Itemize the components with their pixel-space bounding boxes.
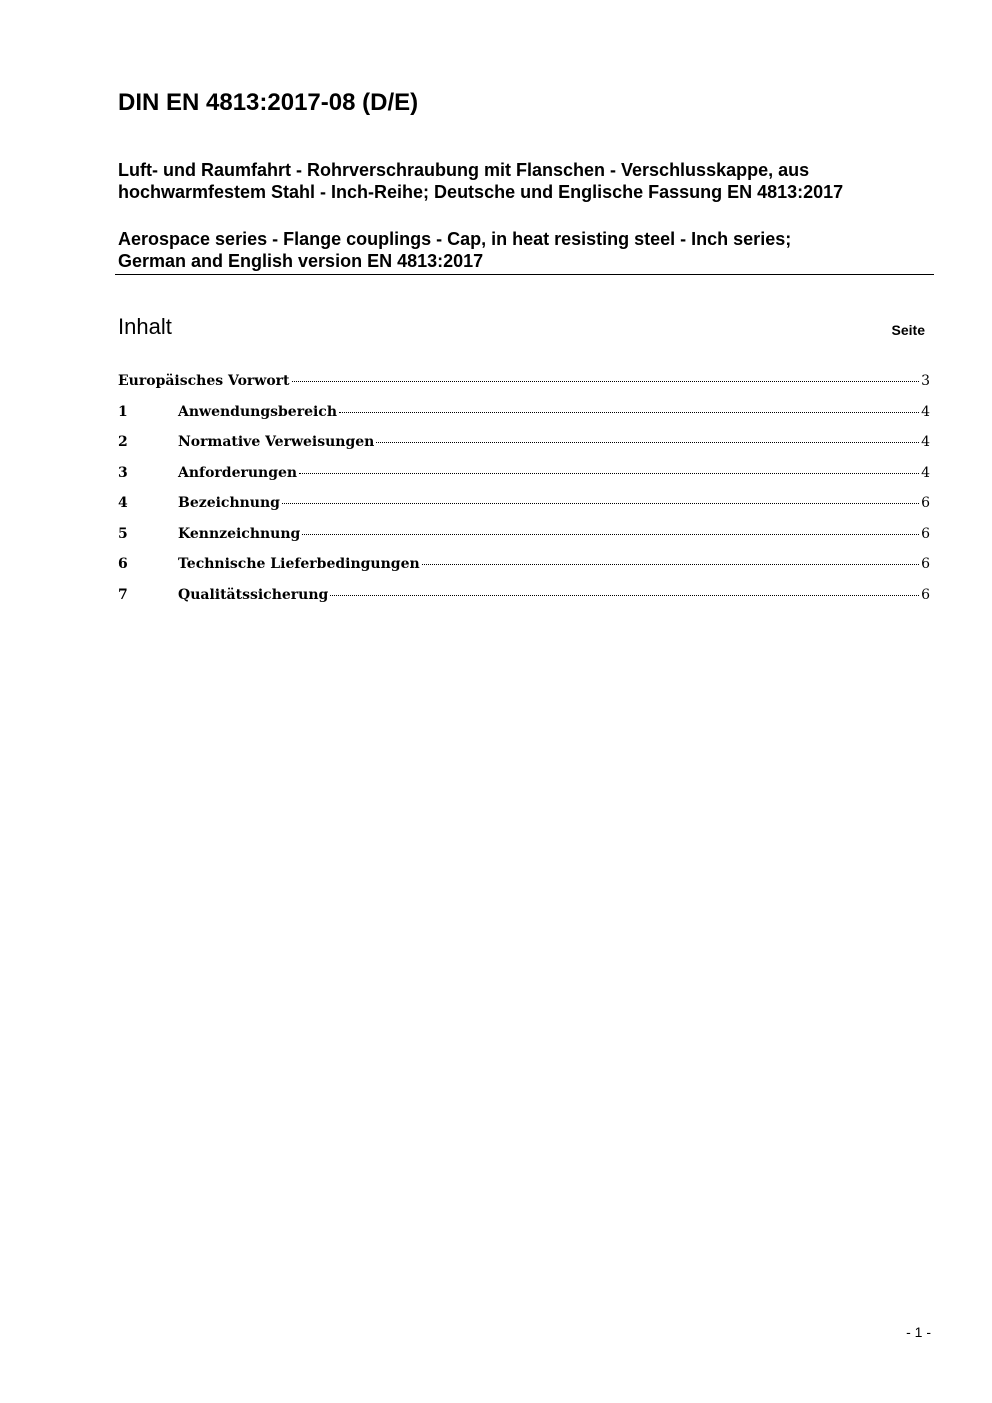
toc-entry[interactable] bbox=[118, 400, 930, 431]
toc-dot-leader bbox=[330, 595, 919, 596]
toc-entry-page: 4 bbox=[921, 403, 930, 420]
toc-page-column-heading: Seite bbox=[891, 322, 925, 338]
toc-dot-leader bbox=[422, 564, 919, 565]
toc-entry[interactable] bbox=[118, 369, 930, 400]
german-title-line-1: Luft- und Raumfahrt - Rohrverschraubung mit Flanschen - Verschlusskappe, aus bbox=[118, 160, 810, 180]
toc-dot-leader bbox=[376, 442, 919, 443]
toc-dot-leader bbox=[299, 473, 919, 474]
german-title bbox=[118, 159, 843, 203]
english-title-line-1: Aerospace series - Flange couplings - Cap, in heat resisting steel - Inch series; bbox=[118, 229, 792, 249]
toc-entry[interactable] bbox=[118, 522, 930, 553]
toc-entry-number: 2 bbox=[118, 434, 128, 450]
document-title: DIN EN 4813:2017-08 (D/E) bbox=[118, 89, 419, 116]
toc-entry-page: 6 bbox=[921, 525, 930, 542]
page-number: - 1 - bbox=[906, 1324, 931, 1340]
table-of-contents bbox=[118, 369, 930, 613]
toc-entry[interactable] bbox=[118, 461, 930, 492]
toc-entry[interactable] bbox=[118, 583, 930, 614]
toc-entry-label: Europäisches Vorwort bbox=[118, 373, 290, 389]
toc-dot-leader bbox=[339, 412, 919, 413]
toc-entry-page: 6 bbox=[921, 495, 930, 511]
toc-heading: Inhalt bbox=[118, 314, 172, 339]
toc-dot-leader bbox=[302, 534, 919, 535]
toc-entry-page: 6 bbox=[921, 586, 930, 603]
toc-entry-number: 4 bbox=[118, 495, 128, 511]
toc-entry[interactable] bbox=[118, 430, 930, 461]
toc-entry-label: Kennzeichnung bbox=[178, 525, 301, 542]
toc-entry[interactable] bbox=[118, 552, 930, 583]
toc-dot-leader bbox=[292, 381, 920, 382]
toc-entry-label: Normative Verweisungen bbox=[178, 434, 375, 450]
toc-entry-number: 5 bbox=[118, 525, 128, 542]
toc-dot-leader bbox=[282, 503, 919, 504]
title-divider bbox=[115, 274, 934, 275]
toc-entry-number: 1 bbox=[118, 403, 128, 420]
english-title-line-2: German and English version EN 4813:2017 bbox=[118, 251, 484, 271]
toc-entry-number: 7 bbox=[118, 586, 128, 603]
toc-entry-label: Technische Lieferbedingungen bbox=[178, 556, 420, 572]
english-title bbox=[118, 228, 791, 272]
toc-entry-number: 6 bbox=[118, 556, 128, 572]
toc-entry-label: Anforderungen bbox=[178, 464, 298, 481]
toc-entry-label: Bezeichnung bbox=[178, 495, 280, 511]
toc-entry-page: 4 bbox=[921, 434, 930, 450]
toc-entry-page: 3 bbox=[921, 373, 930, 389]
toc-entry-page: 4 bbox=[921, 464, 930, 481]
toc-entry-number: 3 bbox=[118, 464, 128, 481]
german-title-line-2: hochwarmfestem Stahl - Inch-Reihe; Deutsche und Englische Fassung EN 4813:2017 bbox=[118, 182, 844, 202]
toc-entry-label: Qualitätssicherung bbox=[178, 586, 329, 603]
toc-entry-page: 6 bbox=[921, 556, 930, 572]
toc-entry[interactable] bbox=[118, 491, 930, 522]
toc-entry-label: Anwendungsbereich bbox=[178, 403, 337, 420]
